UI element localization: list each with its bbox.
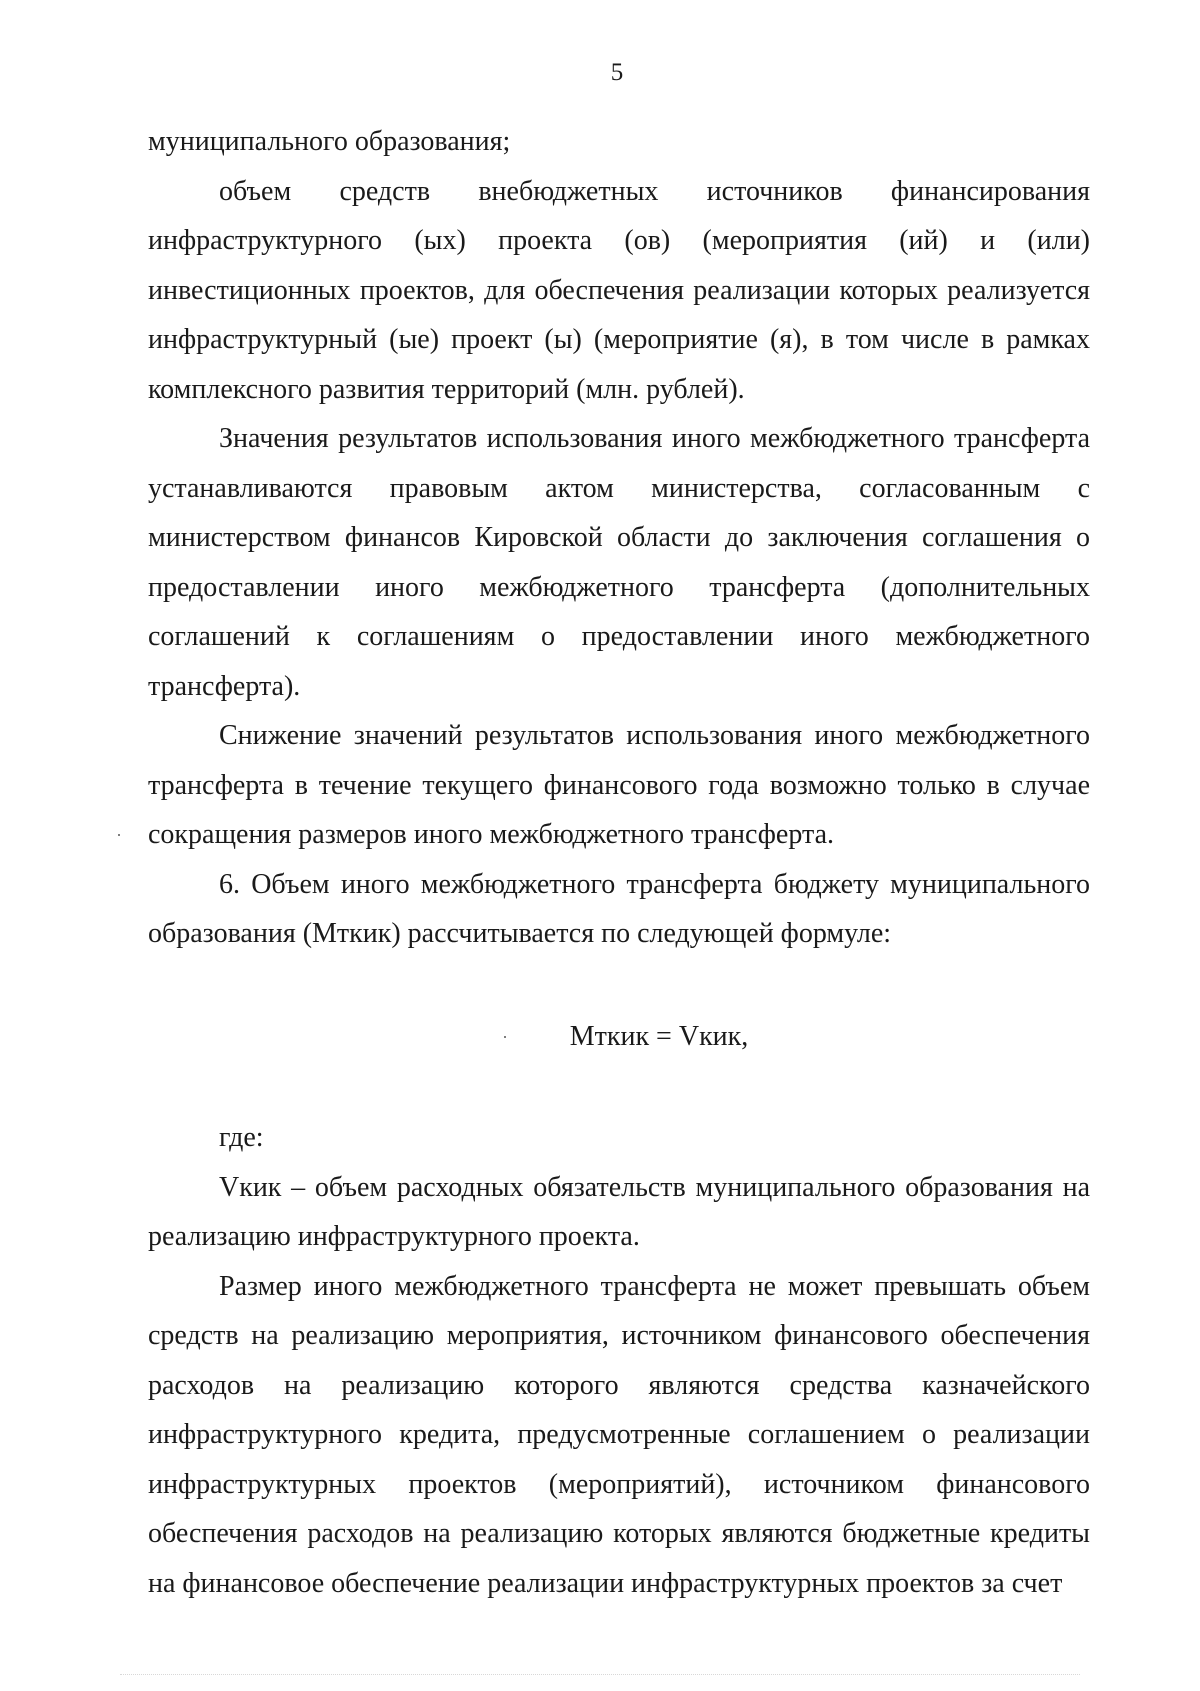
formula: Мткик = Vкик, [569, 1020, 749, 1052]
scan-speck [118, 834, 120, 836]
paragraph-5: 6. Объем иного межбюджетного трансферта бюджету муниципального образования (Мткик) рассчитывается по следующей формуле: [148, 868, 1090, 949]
where-label: где: [219, 1122, 264, 1153]
paragraph-2: объем средств внебюджетных источников финансирования инфраструктурного (ых) проекта (ов) (мероприятия (ий) и (или) инвестиционных проектов, для обеспечения реализации которых реализуется инфраструктурный (ые) проект (ы) (мероприятие (я), в том числе в рамках комплексного развития территорий (млн. рублей). [148, 175, 1090, 405]
paragraph-1: муниципального образования; [148, 126, 511, 157]
document-body [148, 117, 1090, 1608]
paragraph-4: Снижение значений результатов использования иного межбюджетного трансферта в течение текущего финансового года возможно только в случае сокращения размеров иного межбюджетного трансферта. [148, 720, 1090, 850]
scan-speck [504, 1036, 506, 1038]
paragraph-7: Размер иного межбюджетного трансферта не может превышать объем средств на реализацию мероприятия, источником финансового обеспечения расходов на реализацию которого являются средства казначейского инфраструктурного кредита, предусмотренные соглашением о реализации инфраструктурных проектов (мероприятий), источником финансового обеспечения расходов на реализацию которых являются бюджетные кредиты на финансовое обеспечение реализации инфраструктурных проектов за счет [148, 1270, 1090, 1599]
page-number: 5 [610, 59, 624, 86]
paragraph-6: Vкик – объем расходных обязательств муниципального образования на реализацию инфраструктурного проекта. [148, 1171, 1090, 1252]
scan-edge [120, 1674, 1080, 1675]
paragraph-3: Значения результатов использования иного межбюджетного трансферта устанавливаются правовым актом министерства, согласованным с министерством финансов Кировской области до заключения соглашения о предоставлении иного межбюджетного трансферта (дополнительных соглашений к соглашениям о предоставлении иного межбюджетного трансферта). [148, 423, 1090, 702]
